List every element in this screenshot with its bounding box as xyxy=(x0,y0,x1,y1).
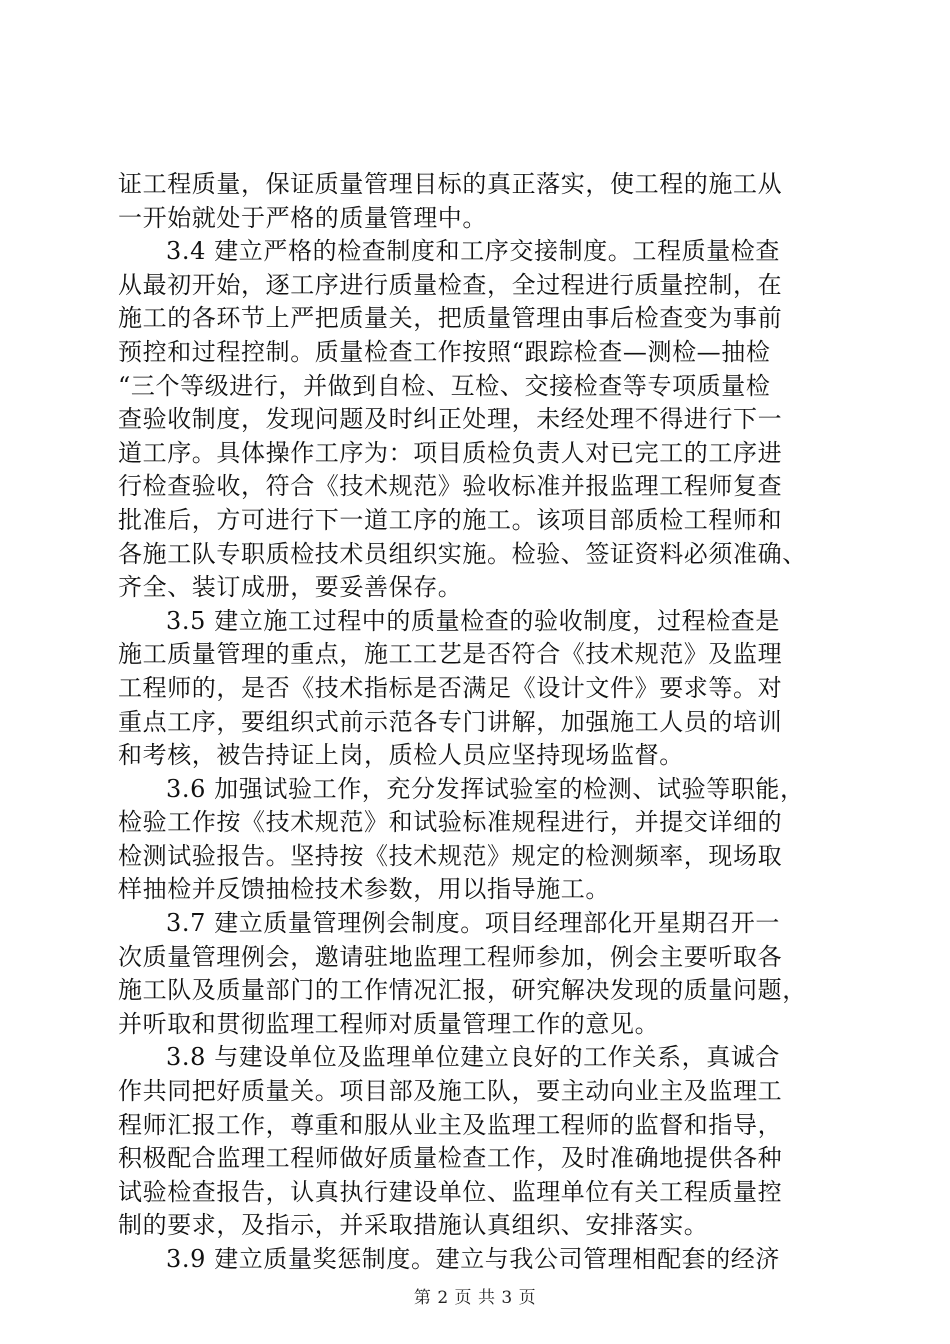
text-line: 程师汇报工作，尊重和服从业主及监理工程师的监督和指导， xyxy=(118,1110,783,1139)
text-line: 和考核，被告持证上岗，质检人员应坚持现场监督。 xyxy=(118,741,684,770)
section-heading-line: 3.5 建立施工过程中的质量检查的验收制度，过程检查是 xyxy=(166,606,780,635)
text-line: 批准后，方可进行下一道工序的施工。该项目部质检工程师和 xyxy=(118,505,783,534)
text-line: 查验收制度，发现问题及时纠正处理，未经处理不得进行下一 xyxy=(118,405,783,434)
text-line: 施工的各环节上严把质量关，把质量管理由事后检查变为事前 xyxy=(118,304,783,333)
section-heading-line: 3.6 加强试验工作，充分发挥试验室的检测、试验等职能， xyxy=(166,774,805,803)
text-line: 施工队及质量部门的工作情况汇报，研究解决发现的质量问题， xyxy=(118,976,807,1005)
section-heading-line: 3.4 建立严格的检查制度和工序交接制度。工程质量检查 xyxy=(166,237,780,266)
text-line: 并听取和贯彻监理工程师对质量管理工作的意见。 xyxy=(118,1009,660,1038)
text-line: 施工质量管理的重点，施工工艺是否符合《技术规范》及监理 xyxy=(118,640,783,669)
section-heading-line: 3.7 建立质量管理例会制度。项目经理部化开星期召开一 xyxy=(166,909,780,938)
body-text xyxy=(118,168,843,1277)
text-line: 道工序。具体操作工序为：项目质检负责人对已完工的工序进 xyxy=(118,438,783,467)
text-line: 证工程质量，保证质量管理目标的真正落实，使工程的施工从 xyxy=(118,170,783,198)
text-line: 制的要求，及指示，并采取措施认真组织、安排落实。 xyxy=(118,1211,709,1240)
text-line: 积极配合监理工程师做好质量检查工作，及时准确地提供各种 xyxy=(118,1144,783,1173)
text-line: 试验检查报告，认真执行建设单位、监理单位有关工程质量控 xyxy=(118,1177,783,1206)
text-line: 工程师的，是否《技术指标是否满足《设计文件》要求等。对 xyxy=(118,673,783,702)
text-line: 样抽检并反馈抽检技术参数，用以指导施工。 xyxy=(118,875,610,904)
text-line: “三个等级进行，并做到自检、互检、交接检查等专项质量检 xyxy=(118,371,771,400)
text-line: 作共同把好质量关。项目部及施工队，要主动向业主及监理工 xyxy=(118,1077,783,1106)
page-number-footer: 第 2 页 共 3 页 xyxy=(413,1288,537,1308)
text-line: 齐全、装订成册，要妥善保存。 xyxy=(118,573,463,602)
text-line: 检验工作按《技术规范》和试验标准规程进行，并提交详细的 xyxy=(118,808,783,837)
text-line: 重点工序，要组织式前示范各专门讲解，加强施工人员的培训 xyxy=(118,707,783,736)
text-line: 各施工队专职质检技术员组织实施。检验、签证资料必须准确、 xyxy=(118,539,807,568)
text-line: 行检查验收，符合《技术规范》验收标准并报监理工程师复查 xyxy=(118,472,783,501)
text-line: 次质量管理例会，邀请驻地监理工程师参加，例会主要听取各 xyxy=(118,942,783,971)
text-line: 检测试验报告。坚持按《技术规范》规定的检测频率，现场取 xyxy=(118,841,783,870)
text-line: 一开始就处于严格的质量管理中。 xyxy=(118,203,487,232)
section-heading-line: 3.9 建立质量奖惩制度。建立与我公司管理相配套的经济 xyxy=(166,1245,780,1273)
text-line: 从最初开始，逐工序进行质量检查，全过程进行质量控制，在 xyxy=(118,270,783,299)
section-heading-line: 3.8 与建设单位及监理单位建立良好的工作关系，真诚合 xyxy=(166,1043,780,1072)
text-line: 预控和过程控制。质量检查工作按照“跟踪检查—测检—抽检 xyxy=(118,337,771,366)
